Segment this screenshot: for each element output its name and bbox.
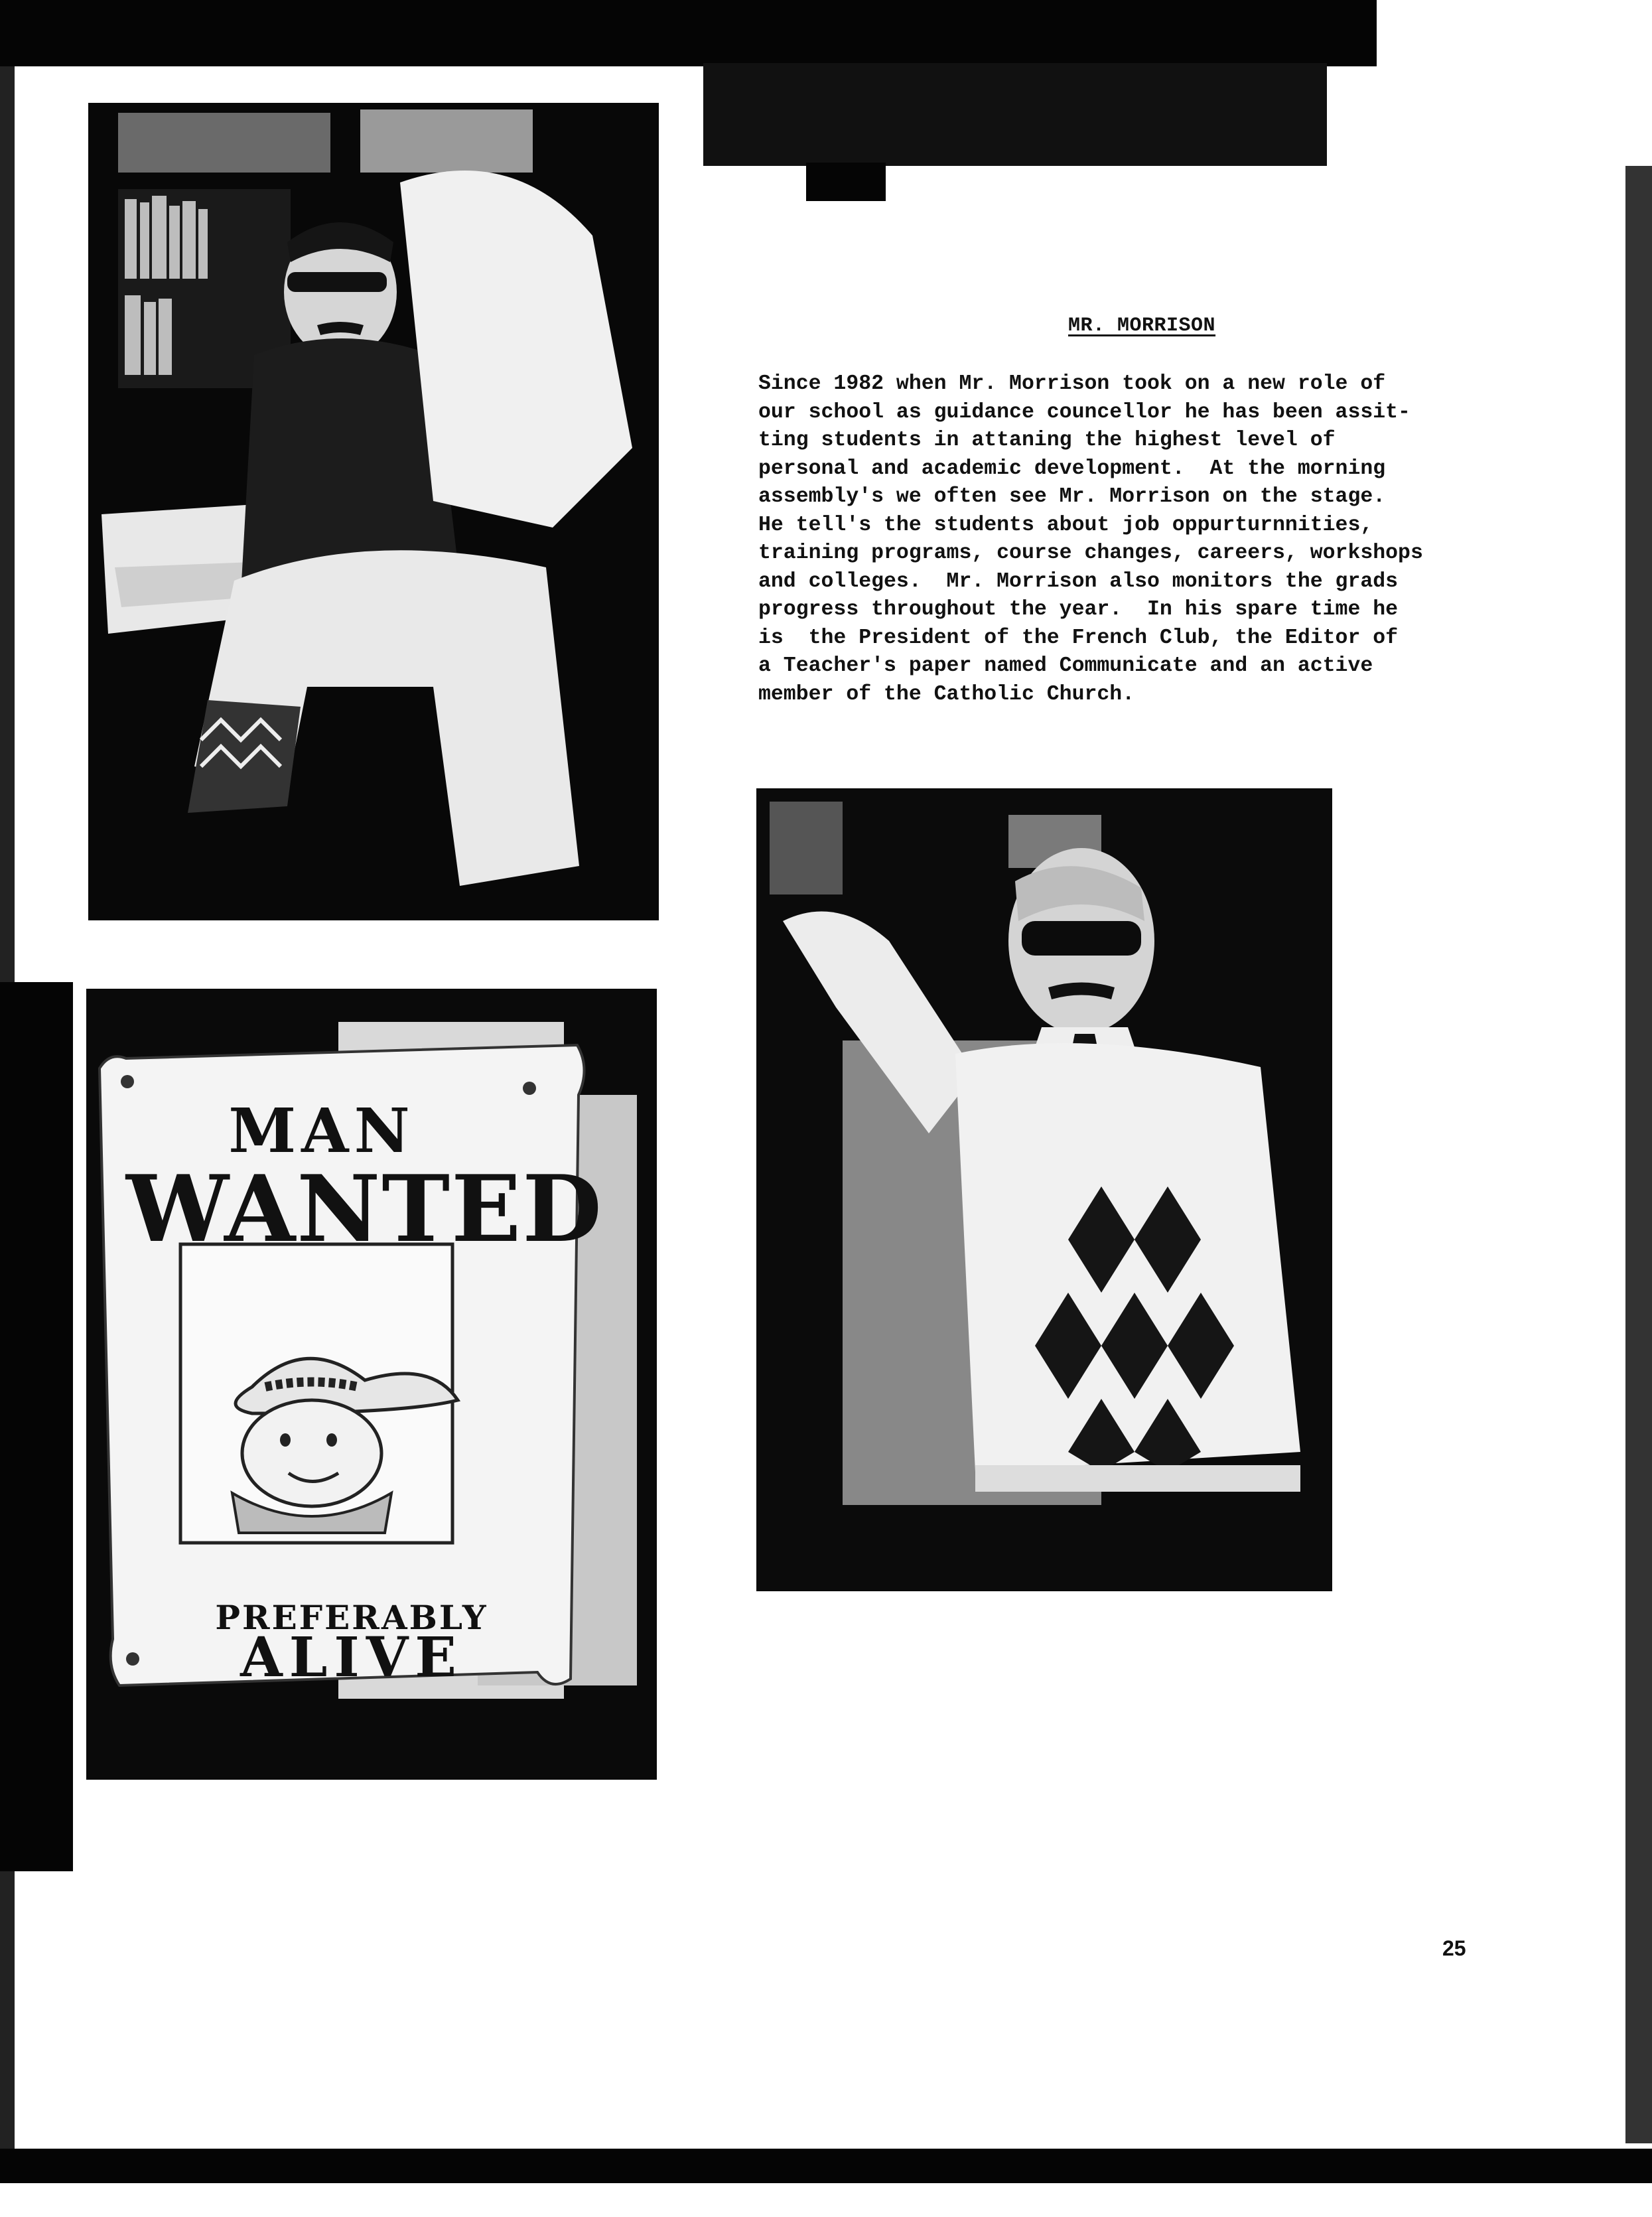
photo-portrait-with-glasses: [756, 788, 1332, 1591]
photo-seated-at-desk: [88, 103, 659, 920]
portrait-illustration: [756, 788, 1332, 1591]
article-line: our school as guidance councellor he has been assit-: [758, 400, 1411, 424]
seated-man-illustration: [88, 103, 659, 920]
poster-word-man: MAN: [228, 1095, 415, 1167]
left-scan-strip: [0, 982, 73, 1871]
right-scan-border: [1625, 166, 1652, 2143]
article-line: ting students in attaning the highest level of: [758, 429, 1336, 452]
article-line: assembly's we often see Mr. Morrison on the stage.: [758, 485, 1386, 508]
article-line: He tell's the students about job oppurturnnities,: [758, 513, 1373, 537]
article-title: MR. MORRISON: [1068, 315, 1216, 337]
article-body: [758, 370, 1535, 709]
top-scan-border: [0, 0, 1377, 66]
article-line: training programs, course changes, careers, workshops: [758, 541, 1423, 565]
photo-man-wanted-poster: [86, 989, 657, 1780]
article-line: member of the Catholic Church.: [758, 682, 1135, 706]
page-number: 25: [1442, 1936, 1466, 1960]
article-line: and colleges. Mr. Morrison also monitors the grads: [758, 569, 1399, 593]
poster-word-alive: ALIVE: [240, 1626, 463, 1689]
article-line: is the President of the French Club, the Editor of: [758, 626, 1399, 650]
article-line: personal and academic development. At the morning: [758, 457, 1386, 480]
top-scan-block: [703, 63, 1327, 166]
poster-word-preferably: PREFERABLY: [215, 1598, 488, 1637]
article-line: a Teacher's paper named Communicate and an active: [758, 654, 1373, 678]
top-scan-notch: [806, 163, 886, 201]
article-line: progress throughout the year. In his spare time he: [758, 598, 1399, 621]
poster-word-wanted: WANTED: [126, 1155, 603, 1263]
article-line: Since 1982 when Mr. Morrison took on a new role of: [758, 372, 1386, 395]
bottom-scan-border: [0, 2149, 1652, 2183]
